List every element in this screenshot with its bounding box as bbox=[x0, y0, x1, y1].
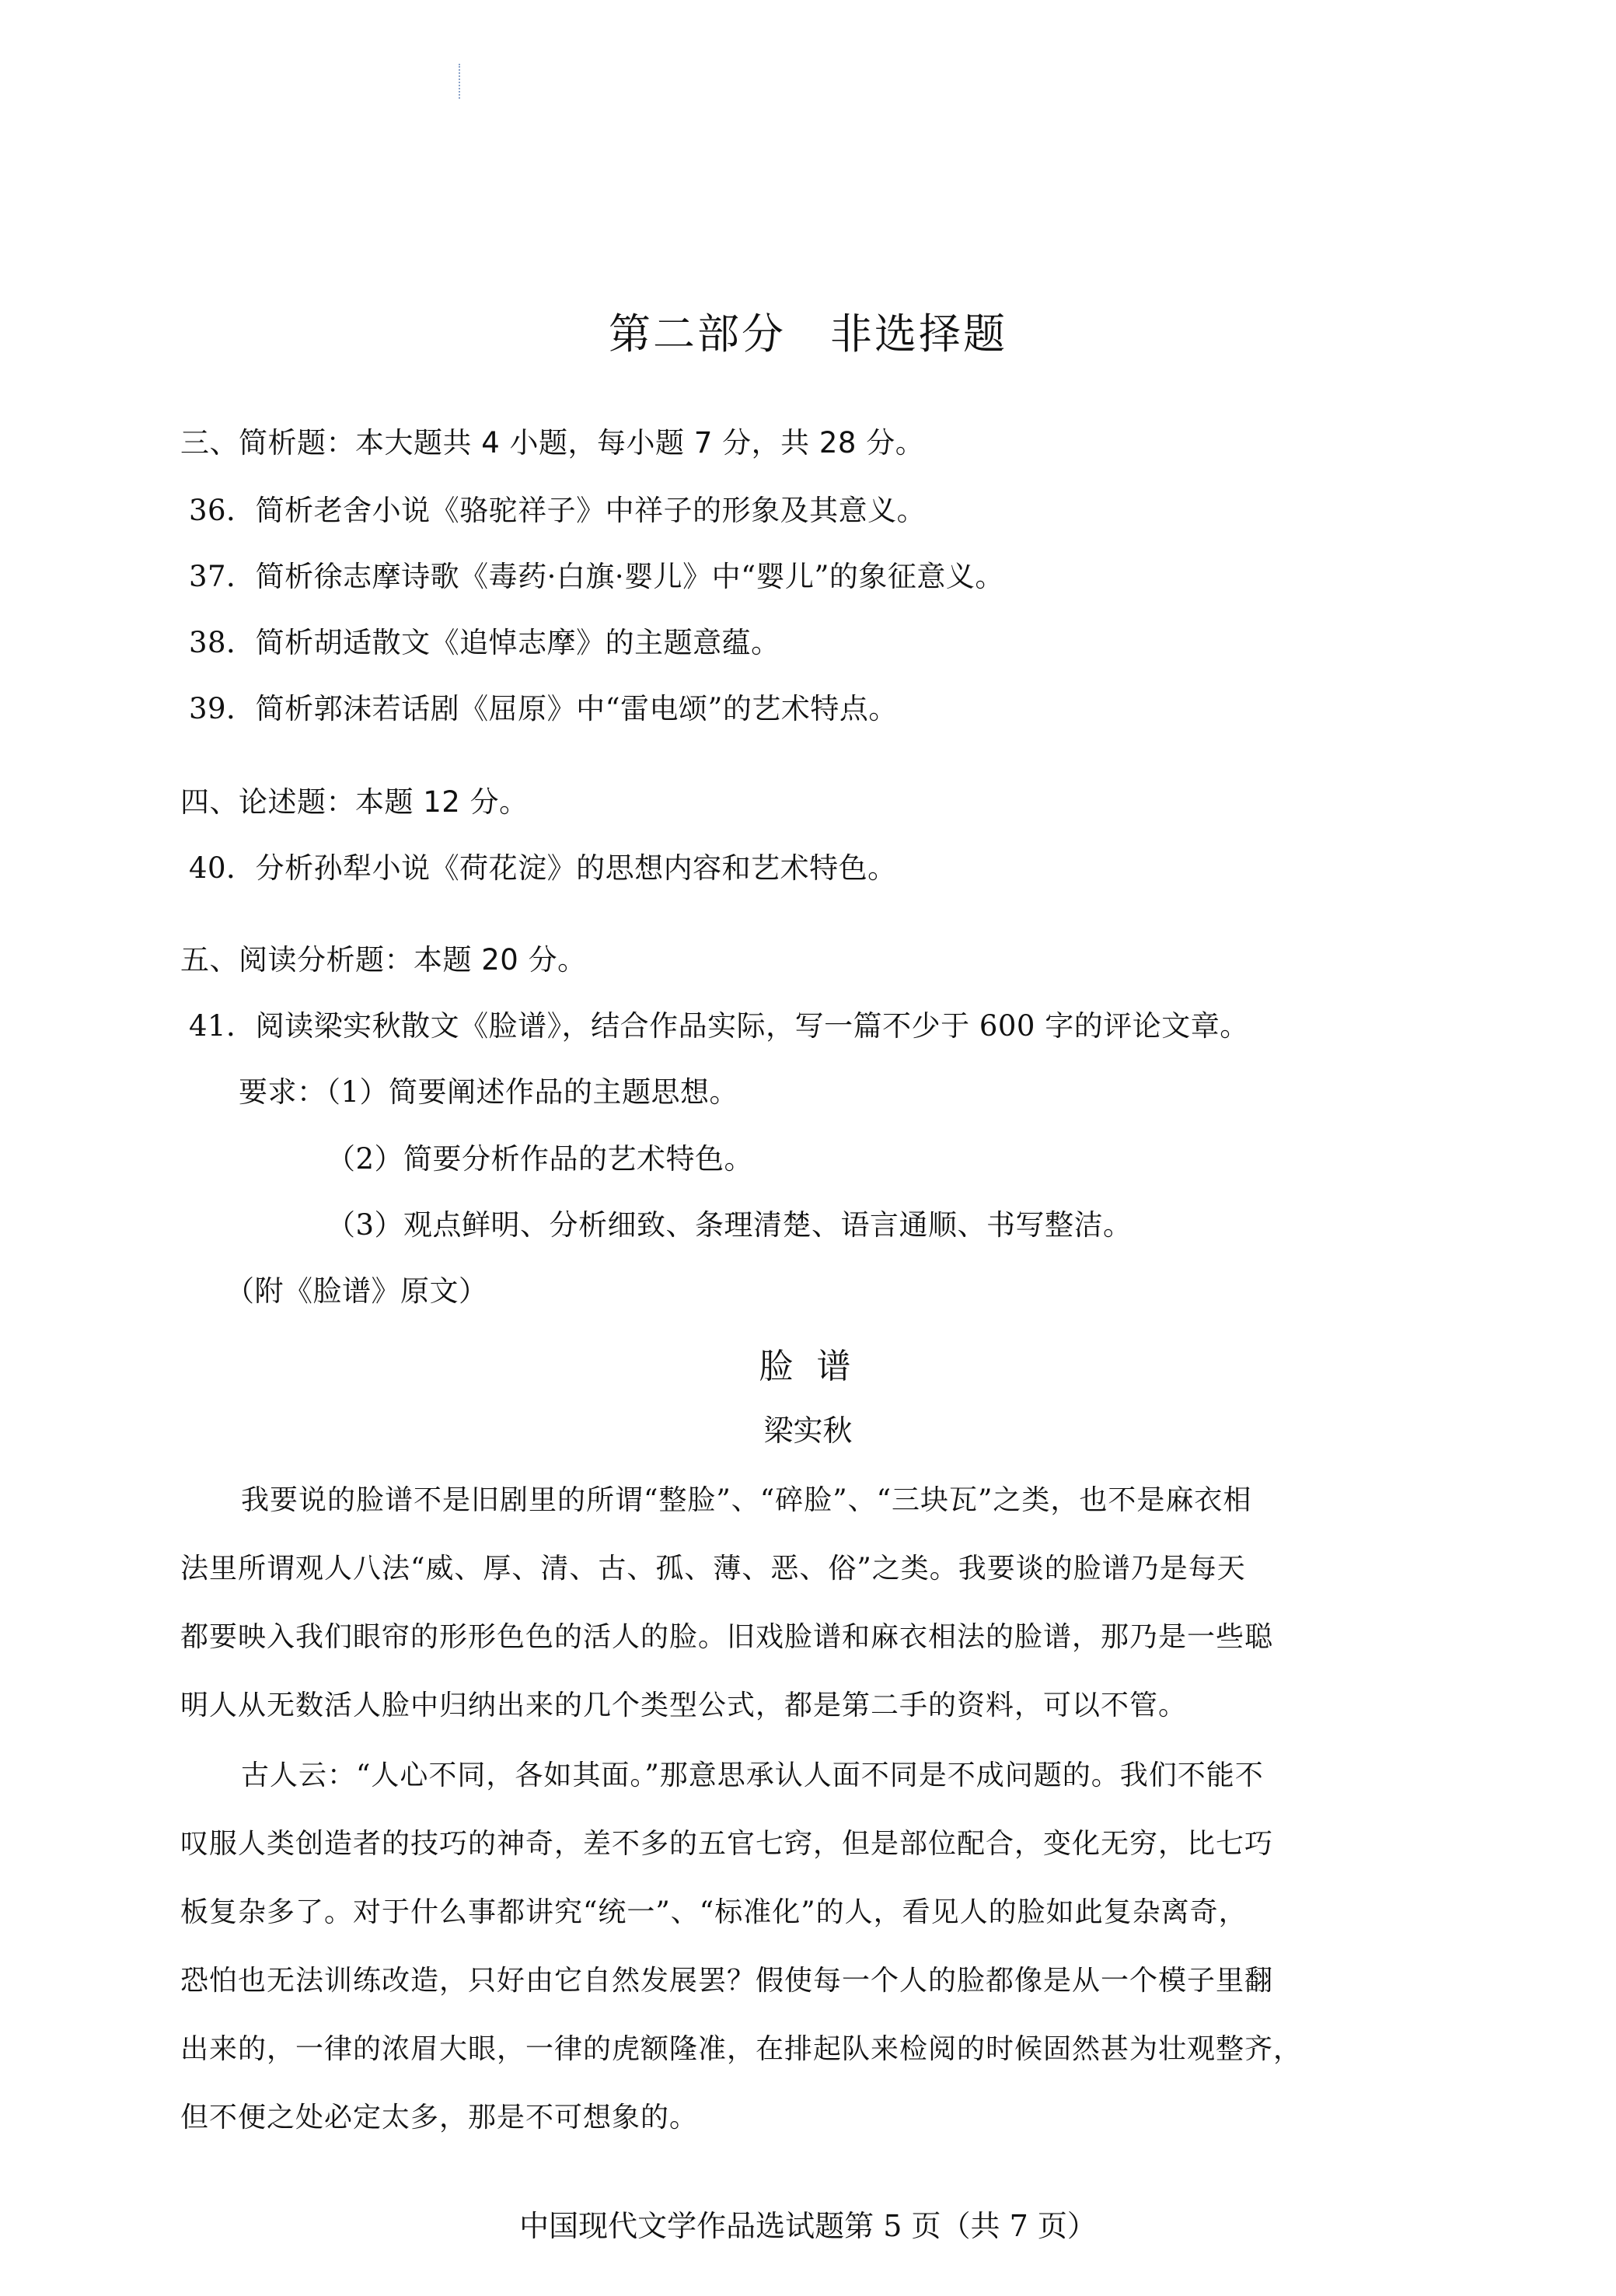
requirement-2: （2）简要分析作品的艺术特色。 bbox=[326, 1142, 754, 1176]
essay-line: 出来的，一律的浓眉大眼，一律的虎额隆准，在排起队来检阅的时候固然甚为壮观整齐， bbox=[180, 2033, 1303, 2065]
essay-line: 古人云：“人心不同，各如其面。”那意思承认人面不同是不成问题的。我们不能不 bbox=[241, 1760, 1264, 1791]
essay-title: 脸 谱 bbox=[759, 1347, 857, 1386]
question-39: 39．简析郭沫若话剧《屈原》中“雷电颂”的艺术特点。 bbox=[189, 692, 898, 725]
requirement-3: （3）观点鲜明、分析细致、条理清楚、语言通顺、书写整洁。 bbox=[326, 1208, 1133, 1242]
scan-mark bbox=[459, 64, 463, 99]
essay-line: 板复杂多了。对于什么事都讲究“统一”、“标准化”的人，看见人的脸如此复杂离奇， bbox=[180, 1896, 1248, 1928]
essay-author: 梁实秋 bbox=[763, 1414, 853, 1448]
essay-line: 但不便之处必定太多，那是不可想象的。 bbox=[180, 2102, 699, 2133]
essay-line: 恐怕也无法训练改造，只好由它自然发展罢？假使每一个人的脸都像是从一个模子里翻 bbox=[180, 1965, 1274, 1997]
section3-heading: 三、简析题：本大题共 4 小题，每小题 7 分，共 28 分。 bbox=[180, 426, 925, 460]
question-38: 38．简析胡适散文《追悼志摩》的主题意蕴。 bbox=[189, 626, 780, 659]
question-37: 37．简析徐志摩诗歌《毒药·白旗·婴儿》中“婴儿”的象征意义。 bbox=[189, 560, 1004, 593]
essay-line: 法里所谓观人八法“威、厚、清、古、孤、薄、恶、俗”之类。我要谈的脸谱乃是每天 bbox=[180, 1553, 1246, 1585]
essay-line: 叹服人类创造者的技巧的神奇，差不多的五官七窍，但是部位配合，变化无穷，比七巧 bbox=[180, 1828, 1274, 1860]
section5-heading: 五、阅读分析题：本题 20 分。 bbox=[180, 943, 587, 977]
section4-heading: 四、论述题：本题 12 分。 bbox=[180, 785, 529, 819]
question-41: 41．阅读梁实秋散文《脸谱》，结合作品实际，写一篇不少于 600 字的评论文章。 bbox=[189, 1009, 1249, 1043]
question-40: 40．分析孙犁小说《荷花淀》的思想内容和艺术特色。 bbox=[189, 851, 897, 885]
requirement-1: 要求：（1）简要阐述作品的主题思想。 bbox=[239, 1075, 739, 1109]
part-title: 第二部分 非选择题 bbox=[609, 309, 1007, 358]
appendix-note: （附《脸谱》原文） bbox=[225, 1274, 488, 1308]
essay-line: 我要说的脸谱不是旧剧里的所谓“整脸”、“碎脸”、“三块瓦”之类，也不是麻衣相 bbox=[241, 1484, 1252, 1516]
question-36: 36．简析老舍小说《骆驼祥子》中祥子的形象及其意义。 bbox=[189, 494, 927, 527]
essay-line: 明人从无数活人脸中归纳出来的几个类型公式，都是第二手的资料，可以不管。 bbox=[180, 1690, 1188, 1721]
page-footer: 中国现代文学作品选试题第 5 页（共 7 页） bbox=[519, 2209, 1097, 2243]
essay-line: 都要映入我们眼帘的形形色色的活人的脸。旧戏脸谱和麻衣相法的脸谱，那乃是一些聪 bbox=[180, 1621, 1274, 1653]
